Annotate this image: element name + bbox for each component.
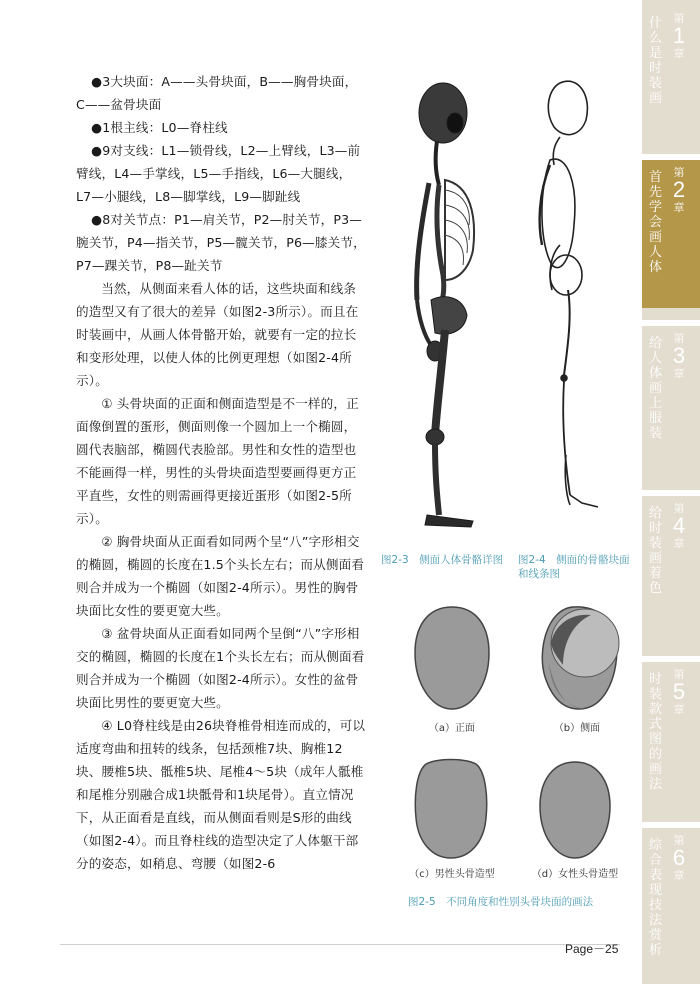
footer-divider: [60, 944, 620, 945]
figure-2-5d-label: （d）女性头骨造型: [531, 869, 619, 880]
chapter-tab-6-title: 综合表现技法赏析: [649, 838, 663, 958]
chapter-tab-3-title: 给人体画上服装: [649, 336, 663, 441]
chapter-tab-3-number: [671, 332, 687, 380]
chapter-tab-5-content: [647, 668, 693, 806]
chapter-tab-5-title: 时装款式图的画法: [649, 672, 663, 792]
chapter-tab-5-suffix: 章: [673, 703, 685, 716]
chapter-tab-2[interactable]: [642, 160, 700, 308]
chapter-tab-6-prefix: 第: [673, 834, 685, 847]
bullet-joints: ●8对关节点：P1—肩关节，P2—肘关节，P3—腕关节，P4—指关节，P5—髋关节，P6—膝关节，P7—踝关节，P8—趾关节: [76, 212, 366, 273]
chapter-tab-5-prefix: 第: [673, 668, 685, 681]
figure-2-5-caption: 图2-5 不同角度和性别头骨块面的画法: [408, 896, 594, 908]
paragraph-spine: ④ L0脊柱线是由26块脊椎骨相连而成的，可以适度弯曲和扭转的线条，包括颈椎7块、胸椎12块、腰椎5块、骶椎5块、尾椎4～5块（成年人骶椎和尾椎分别融合成1块骶骨和1块尾骨）。直立情况下，从正面看是直线，而从侧面看则是S形的曲线（如图2-4）。而且脊柱线的造型决定了人体躯干部分的姿态，如稍息、弯腰（如图2-6: [76, 718, 366, 871]
paragraph-side-view: 当然，从侧面来看人体的话，这些块面和线条的造型又有了很大的差异（如图2-3所示）。而且在时装画中，从画人体骨骼开始，就要有一定的拉长和变形处理，以使人体的比例更理想（如图2-4所示）。: [76, 281, 359, 388]
chapter-tab-2-number: [671, 166, 687, 214]
chapter-tab-5-number: [671, 668, 687, 716]
chapter-tab-1-number: [671, 12, 687, 60]
chapter-tab-3-digit: 3: [672, 343, 686, 368]
bullet-blocks: ●3大块面：A——头骨块面，B——胸骨块面，C——盆骨块面: [76, 74, 358, 112]
figure-2-4-caption: 图2-4 侧面的骨骼块面和线条图: [518, 554, 630, 580]
skeleton-block-line-sketch: [520, 75, 620, 545]
chapter-tab-6-number: [671, 834, 687, 882]
chapter-tab-2-content: [647, 166, 693, 304]
chapter-tab-1-suffix: 章: [673, 47, 685, 60]
chapter-tab-4-suffix: 章: [673, 537, 685, 550]
figure-2-5b-label: （b）侧面: [553, 723, 601, 734]
chapter-tab-2-prefix: 第: [673, 166, 685, 179]
chapter-tab-3-prefix: 第: [673, 332, 685, 345]
chapter-tab-6-digit: 6: [672, 845, 686, 870]
chapter-tab-1-digit: 1: [672, 23, 686, 48]
head-male-shape: [412, 758, 490, 860]
head-front-shape: [413, 605, 491, 711]
head-side-shape: [533, 603, 623, 713]
chapter-tab-4-digit: 4: [672, 513, 686, 538]
paragraph-chest: ② 胸骨块面从正面看如同两个呈“八”字形相交的椭圆，椭圆的长度在1.5个头长左右；而从侧面看则合并成为一个椭圆（如图2-4所示）。男性的胸骨块面比女性的要更宽大些。: [76, 534, 365, 618]
bullet-main-line: ●1根主线：L0—脊柱线: [91, 120, 228, 135]
chapter-tab-2-title: 首先学会画人体: [649, 170, 663, 275]
chapter-tab-5-digit: 5: [672, 679, 686, 704]
chapter-tab-6[interactable]: [642, 828, 700, 976]
paragraph-pelvis: ③ 盆骨块面从正面看如同两个呈倒“八”字形相交的椭圆，椭圆的长度在1个头长左右；而从侧面看则合并成为一个椭圆（如图2-4所示）。女性的盆骨块面比男性的要更宽大些。: [76, 626, 365, 710]
chapter-tab-3-content: [647, 332, 693, 470]
chapter-tab-3-suffix: 章: [673, 367, 685, 380]
figure-2-5c-label: （c）男性头骨造型: [409, 869, 495, 880]
figure-2-5a-label: （a）正面: [428, 723, 476, 734]
chapter-tab-4-content: [647, 502, 693, 640]
chapter-tab-1-content: [647, 12, 693, 150]
chapter-tab-6-suffix: 章: [673, 869, 685, 882]
paragraph-skull: ① 头骨块面的正面和侧面造型是不一样的，正面像倒置的蛋形，侧面则像一个圆加上一个椭圆，圆代表脑部，椭圆代表脸部。男性和女性的造型也不能画得一样，男性的头骨块面造型要画得更方正平直些，女性的则需画得更接近蛋形（如图2-5所示）。: [76, 396, 359, 526]
chapter-tab-4-title: 给时装画着色: [649, 506, 663, 596]
chapter-tab-2-digit: 2: [672, 177, 686, 202]
figure-2-3-caption: 图2-3 侧面人体骨骼详图: [381, 554, 504, 566]
chapter-tab-4-number: [671, 502, 687, 550]
chapter-tab-6-content: [647, 834, 693, 972]
chapter-tab-1-prefix: 第: [673, 12, 685, 25]
page-number: Page－25: [565, 942, 619, 956]
chapter-tab-1-title: 什么是时装画: [649, 16, 663, 106]
chapter-tab-1[interactable]: [642, 6, 700, 154]
chapter-tab-2-suffix: 章: [673, 201, 685, 214]
chapter-tab-3[interactable]: [642, 326, 700, 474]
chapter-tab-5[interactable]: [642, 662, 700, 810]
skeleton-side-illustration: [385, 75, 515, 545]
bullet-branch-lines: ●9对支线：L1—锁骨线，L2—上臂线，L3—前臂线，L4—手掌线，L5—手指线，L6—大腿线，L7—小腿线，L8—脚掌线，L9—脚趾线: [76, 143, 361, 204]
head-female-shape: [538, 760, 612, 860]
body-text-column: [76, 70, 366, 875]
chapter-tab-4[interactable]: [642, 496, 700, 644]
chapter-tab-4-prefix: 第: [673, 502, 685, 515]
